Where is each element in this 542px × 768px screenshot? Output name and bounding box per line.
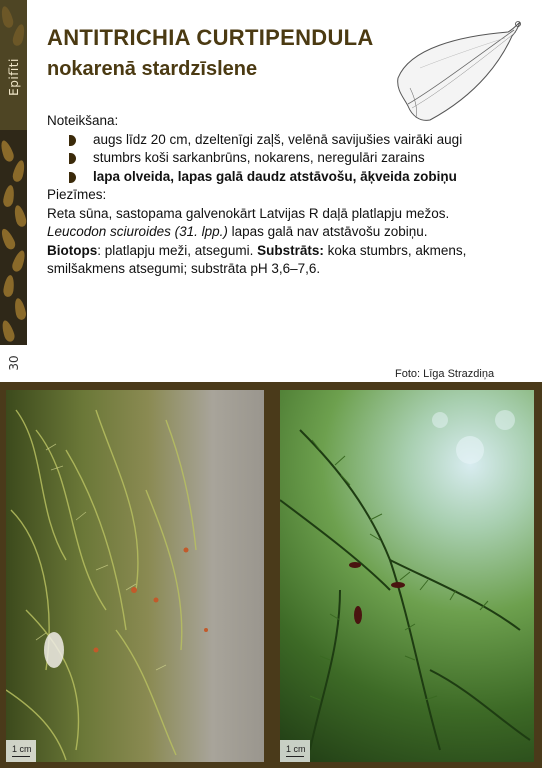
list-item-text: lapa olveida, lapas galā daudz atstāvošu, āķveida zobiņu xyxy=(93,168,457,184)
leaf-pattern-icon xyxy=(11,249,27,273)
bullet-icon xyxy=(69,172,76,183)
species-reference: Leucodon sciuroides (31. lpp.) xyxy=(47,224,228,239)
page-number: 30 xyxy=(7,355,21,371)
substrate-text: koka stumbrs, akmens, smilšakmens atsegumi; substrāta pH 3,6–7,6. xyxy=(47,242,467,276)
moss-texture-left xyxy=(6,390,264,762)
habitat-text xyxy=(47,242,507,279)
photo-credit: Foto: Līga Strazdiņa xyxy=(395,368,495,380)
leaf-pattern-icon xyxy=(2,184,16,207)
scale-bar-right xyxy=(280,740,310,762)
identification-list xyxy=(47,131,507,187)
note-text: Reta sūna, sastopama galvenokārt Latvijas R daļā platlapju mežos. xyxy=(47,205,450,221)
scale-bar-left xyxy=(6,740,36,762)
description-text xyxy=(47,112,507,279)
biotope-text: : platlapju meži, atsegumi. xyxy=(97,242,258,258)
list-item xyxy=(69,149,507,168)
section-tab xyxy=(0,0,27,130)
leaf-pattern-icon xyxy=(3,274,16,297)
list-item-text: stumbrs koši sarkanbrūns, nokarens, neregulāri zarains xyxy=(93,150,425,165)
moss-photo-left xyxy=(6,390,264,762)
list-item xyxy=(69,131,507,150)
identification-heading: Noteikšana: xyxy=(47,113,119,128)
leaf-pattern-icon xyxy=(0,139,15,163)
scale-label: 1 cm xyxy=(286,744,306,754)
scale-line xyxy=(12,756,30,758)
moss-texture-right xyxy=(280,390,534,762)
leaf-pattern-icon xyxy=(13,297,27,321)
leaf-pattern-icon xyxy=(12,204,27,228)
moss-photo-right xyxy=(280,390,534,762)
leaf-pattern-icon xyxy=(0,5,15,29)
bullet-icon xyxy=(69,135,76,146)
substrate-label: Substrāts: xyxy=(257,242,324,258)
scale-label: 1 cm xyxy=(12,744,32,754)
bullet-icon xyxy=(69,153,76,164)
note-text xyxy=(47,223,507,242)
sidebar-pattern xyxy=(0,0,27,345)
list-item xyxy=(69,168,507,187)
species-common-name: nokarenā stardzīslene xyxy=(47,58,258,80)
leaf-pattern-icon xyxy=(0,319,16,343)
biotope-label: Biotops xyxy=(47,242,98,258)
list-item-text: augs līdz 20 cm, dzeltenīgi zaļš, velēnā savijušies vairāki augi xyxy=(93,131,463,147)
leaf-pattern-icon xyxy=(11,159,26,183)
scale-line xyxy=(286,756,304,758)
note-text-rest: lapas galā nav atstāvošu zobiņu. xyxy=(227,224,428,239)
leaf-pattern-icon xyxy=(0,227,17,251)
species-title: ANTITRICHIA CURTIPENDULA xyxy=(47,25,374,50)
notes-heading: Piezīmes: xyxy=(47,187,107,202)
section-label: Epifīti xyxy=(7,58,21,96)
